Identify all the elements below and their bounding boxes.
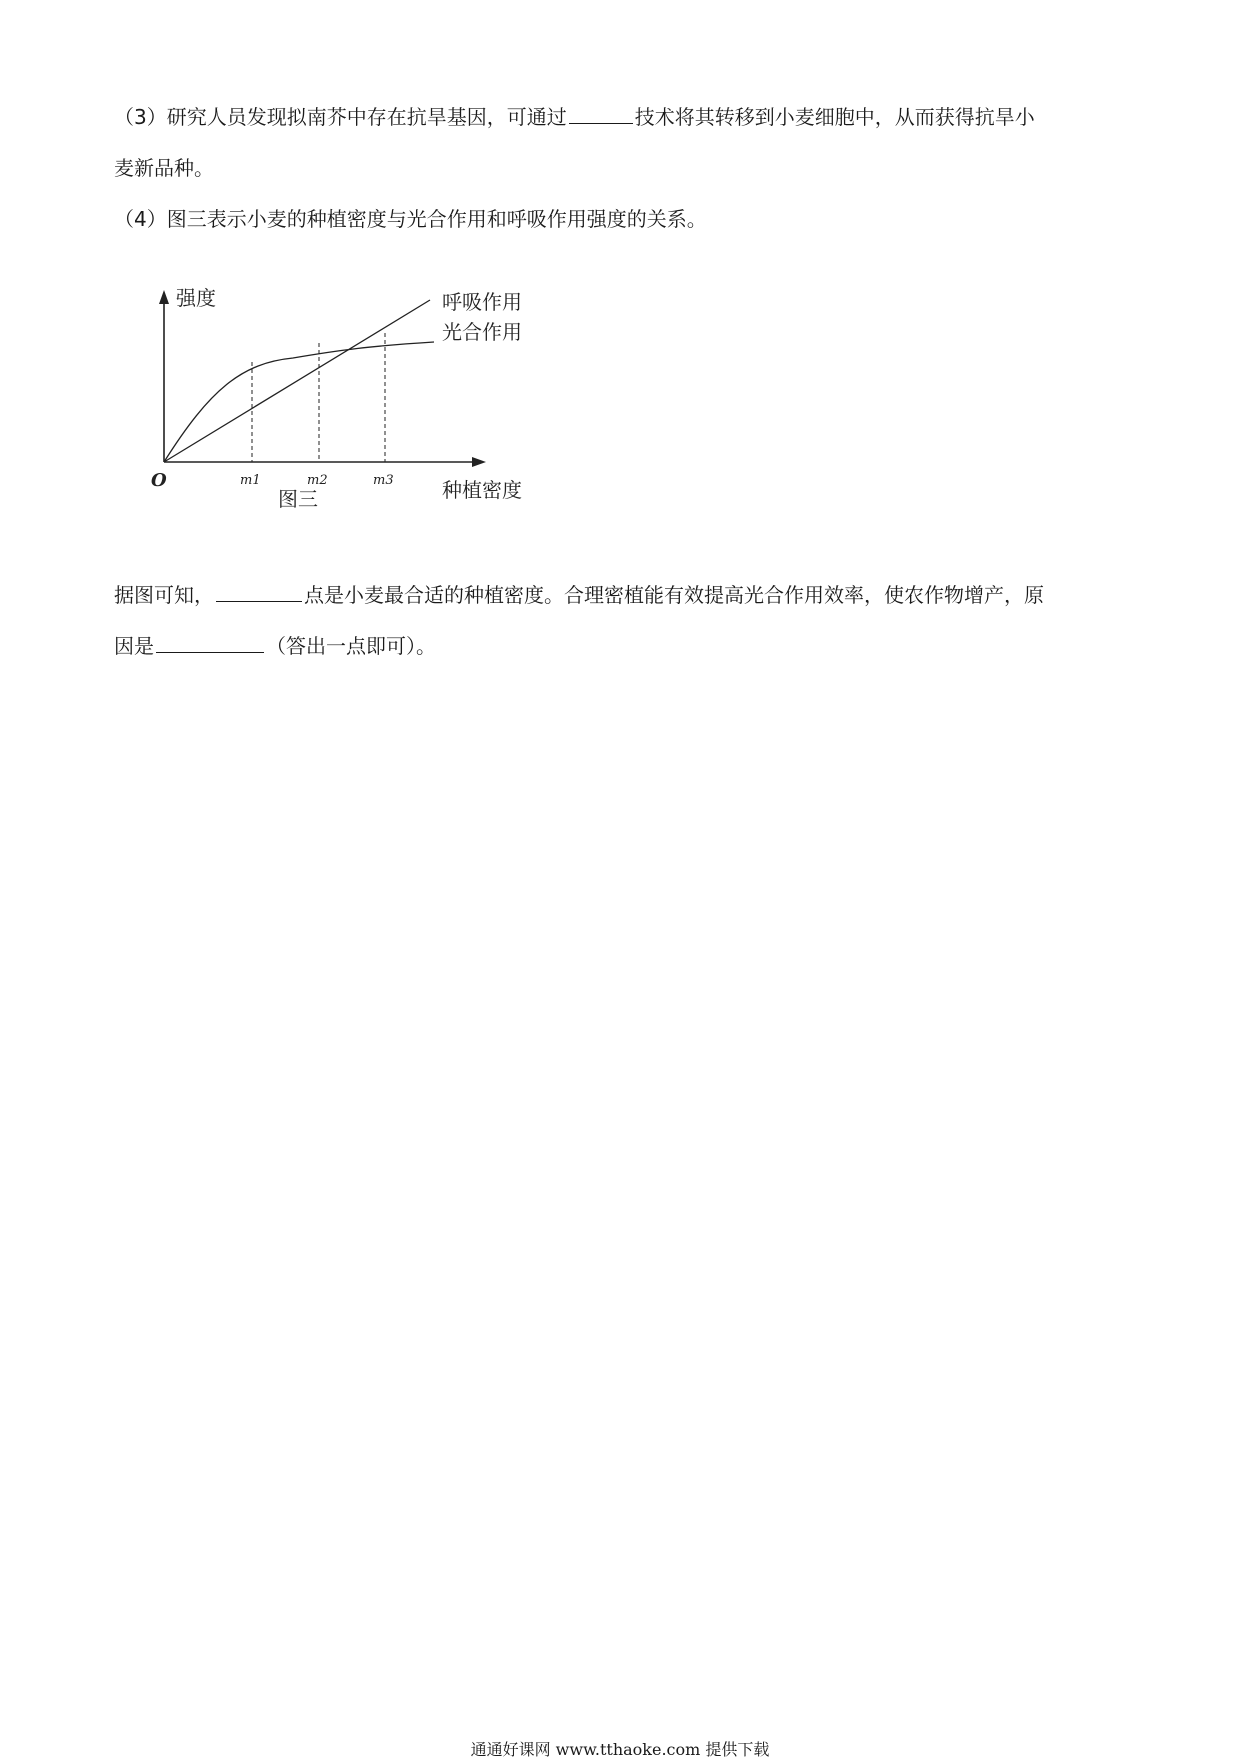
- q3-line-1: [114, 103, 1035, 131]
- q4-intro: （4）图三表示小麦的种植密度与光合作用和呼吸作用强度的关系。: [114, 207, 707, 231]
- q4-answer-line-1-prefix: 据图可知，: [114, 583, 214, 607]
- y-axis-arrow: [159, 290, 169, 304]
- figure-caption: 图三: [278, 487, 318, 511]
- figure-three-graph: [130, 276, 550, 512]
- q3-line-1-prefix: （3）研究人员发现拟南芥中存在抗旱基因，可通过: [114, 105, 567, 129]
- tick-label-m2: m2: [307, 473, 328, 488]
- x-axis-arrow: [472, 457, 486, 467]
- q4-answer-line-1-suffix: 点是小麦最合适的种植密度。合理密植能有效提高光合作用效率，使农作物增产，原: [304, 583, 1044, 607]
- q3-answer-blank[interactable]: [569, 103, 633, 124]
- origin-label: O: [151, 470, 167, 491]
- q4-density-blank[interactable]: [216, 581, 302, 602]
- q4-answer-line-2-prefix: 因是: [114, 634, 154, 658]
- respiration-line: [164, 300, 430, 462]
- q4-reason-blank[interactable]: [156, 632, 264, 653]
- tick-label-m3: m3: [373, 473, 394, 488]
- q3-line-1-suffix: 技术将其转移到小麦细胞中，从而获得抗旱小: [634, 105, 1035, 129]
- tick-label-m1: m1: [240, 473, 261, 488]
- x-axis-label: 种植密度: [442, 478, 522, 502]
- q4-answer-line-2: [114, 632, 436, 660]
- photosynthesis-curve: [164, 342, 434, 462]
- page-footer: 通通好课网 www.tthaoke.com 提供下载: [470, 1740, 770, 1759]
- respiration-label: 呼吸作用: [442, 290, 522, 314]
- photosynthesis-label: 光合作用: [442, 320, 522, 344]
- y-axis-label: 强度: [176, 286, 216, 310]
- q4-answer-line-1: [114, 581, 1044, 609]
- q3-line-2: 麦新品种。: [114, 156, 214, 180]
- q4-answer-line-2-suffix: （答出一点即可）。: [266, 634, 436, 658]
